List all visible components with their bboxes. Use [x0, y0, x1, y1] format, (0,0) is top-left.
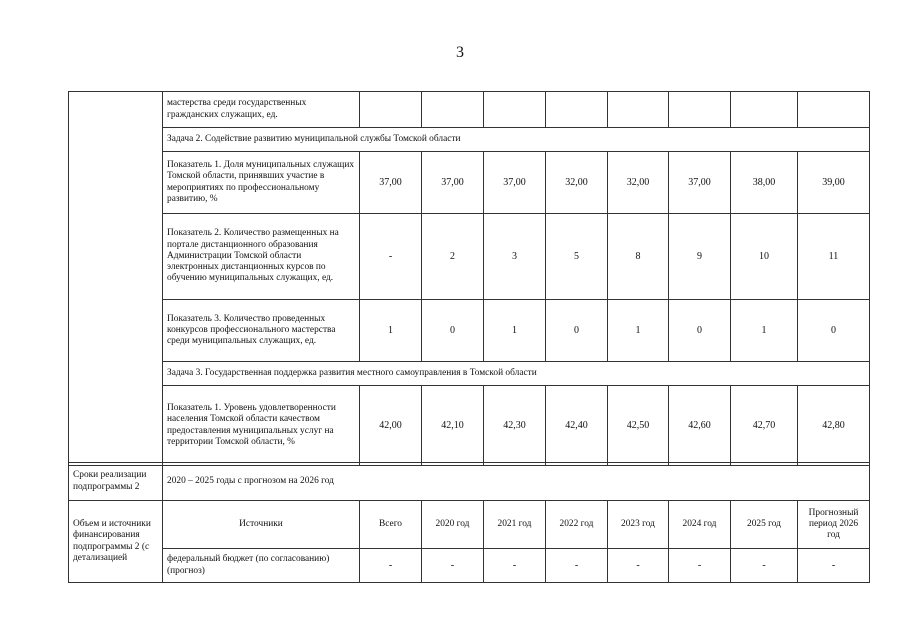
indicator-value-total: -: [360, 214, 422, 300]
financing-header-2022: 2022 год: [546, 501, 608, 549]
indicator-value-2020: 2: [422, 214, 484, 300]
indicator-value-2021: 3: [484, 214, 546, 300]
financing-value-2022: -: [546, 549, 608, 583]
financing-header-sources: Источники: [163, 501, 360, 549]
page-number: 3: [456, 44, 464, 61]
financing-value-2026: -: [798, 549, 870, 583]
indicator-label: Показатель 1. Уровень удовлетворенности населения Томской области качеством предоставления муниципальных услуг на территории Томской области, %: [163, 386, 360, 466]
financing-value-2024: -: [669, 549, 731, 583]
financing-value-2020: -: [422, 549, 484, 583]
financing-header-total: Всего: [360, 501, 422, 549]
indicator-value-2025: 42,70: [731, 386, 798, 466]
financing-value-total: -: [360, 549, 422, 583]
indicator-value-2025: 1: [731, 300, 798, 362]
indicator-label: Показатель 1. Доля муниципальных служащих Томской области, принявших участие в мероприятиях по профессиональному развитию, %: [163, 152, 360, 214]
timing-label: Сроки реализации подпрограммы 2: [69, 463, 163, 501]
subprogram-timing-financing-table: [68, 462, 870, 583]
financing-header-2020: 2020 год: [422, 501, 484, 549]
financing-header-2026: Прогнозный период 2026 год: [798, 501, 870, 549]
subprogram-passport-table: [68, 91, 870, 466]
table-row: [69, 128, 870, 152]
indicator-value-2021: 42,30: [484, 386, 546, 466]
empty-cell: [731, 92, 798, 128]
indicator-value-2022: 0: [546, 300, 608, 362]
indicator-value-2020: 0: [422, 300, 484, 362]
indicators-left-cell: [69, 92, 163, 466]
financing-header-2023: 2023 год: [608, 501, 669, 549]
table-row: [69, 501, 870, 549]
indicator-value-2022: 5: [546, 214, 608, 300]
empty-cell: [608, 92, 669, 128]
financing-header-2024: 2024 год: [669, 501, 731, 549]
indicator-value-2026: 11: [798, 214, 870, 300]
indicator-value-2026: 39,00: [798, 152, 870, 214]
financing-header-2021: 2021 год: [484, 501, 546, 549]
indicator-value-2024: 42,60: [669, 386, 731, 466]
financing-label: Объем и источники финансирования подпрограммы 2 (с детализацией: [69, 501, 163, 583]
indicator-value-2026: 42,80: [798, 386, 870, 466]
indicator-value-2022: 32,00: [546, 152, 608, 214]
indicator-value-2025: 10: [731, 214, 798, 300]
indicator-value-2025: 38,00: [731, 152, 798, 214]
financing-value-2025: -: [731, 549, 798, 583]
empty-cell: [422, 92, 484, 128]
indicator-value-2021: 1: [484, 300, 546, 362]
empty-cell: [798, 92, 870, 128]
indicator-value-2024: 9: [669, 214, 731, 300]
indicator-value-2023: 1: [608, 300, 669, 362]
table-row: [69, 386, 870, 466]
empty-cell: [484, 92, 546, 128]
financing-header-2025: 2025 год: [731, 501, 798, 549]
indicator-value-total: 1: [360, 300, 422, 362]
indicator-value-2026: 0: [798, 300, 870, 362]
table-row: [69, 463, 870, 501]
indicator-value-2024: 0: [669, 300, 731, 362]
indicator-value-2020: 37,00: [422, 152, 484, 214]
indicator-value-2020: 42,10: [422, 386, 484, 466]
table-row: [69, 92, 870, 128]
table-row: [69, 362, 870, 386]
indicator-value-2023: 8: [608, 214, 669, 300]
indicator-label: Показатель 3. Количество проведенных конкурсов профессионального мастерства среди муниципальных служащих, ед.: [163, 300, 360, 362]
empty-cell: [669, 92, 731, 128]
indicator-value-2023: 32,00: [608, 152, 669, 214]
table-row: [69, 152, 870, 214]
indicator-label: Показатель 2. Количество размещенных на портале дистанционного образования Администрации Томской области электронных дистанционных курсов по обучению муниципальных служащих, ед.: [163, 214, 360, 300]
indicator-value-2023: 42,50: [608, 386, 669, 466]
indicator-value-total: 42,00: [360, 386, 422, 466]
table-row: [69, 214, 870, 300]
indicator-value-2024: 37,00: [669, 152, 731, 214]
empty-cell: [546, 92, 608, 128]
empty-cell: [360, 92, 422, 128]
timing-value: 2020 – 2025 годы с прогнозом на 2026 год: [163, 463, 870, 501]
table-row: [69, 549, 870, 583]
continued-indicator-label: мастерства среди государственных гражданских служащих, ед.: [163, 92, 360, 128]
indicator-value-2022: 42,40: [546, 386, 608, 466]
task-3-title: Задача 3. Государственная поддержка развития местного самоуправления в Томской области: [163, 362, 870, 386]
financing-value-2023: -: [608, 549, 669, 583]
indicator-value-2021: 37,00: [484, 152, 546, 214]
indicator-value-total: 37,00: [360, 152, 422, 214]
financing-source-federal: федеральный бюджет (по согласованию) (прогноз): [163, 549, 360, 583]
task-2-title: Задача 2. Содействие развитию муниципальной службы Томской области: [163, 128, 870, 152]
financing-value-2021: -: [484, 549, 546, 583]
table-row: [69, 300, 870, 362]
